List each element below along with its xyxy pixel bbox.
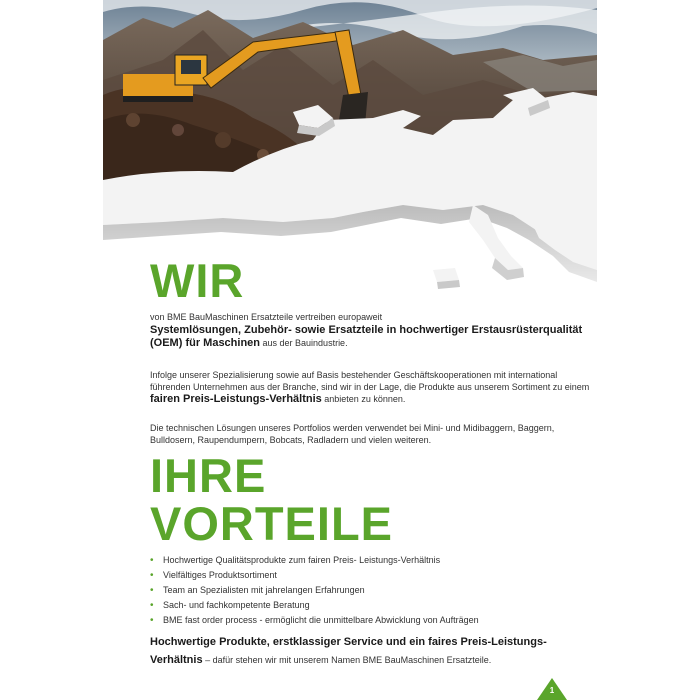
paragraph-specialization-strong: fairen Preis-Leistungs-Verhältnis (150, 393, 322, 405)
paragraph-specialization-start: Infolge unserer Spezialisierung sowie auf Basis bestehender Geschäftskooperationen mit international führenden Unternehmen aus der Branche, sind wir in der Lage, die Produkte aus unserem Sortiment zu einem (150, 370, 590, 392)
closing-strong: Hochwertige Produkte, erstklassiger Service und ein faires Preis-Leistungs-Verhältnis (150, 636, 547, 666)
vorteile-heading (150, 449, 394, 550)
intro-strong-main: Systemlösungen, Zubehör- sowie Ersatzteile in hochwertiger Erstausrüsterqualität (OEM) für Maschinen (150, 324, 583, 349)
paragraph-portfolio: Die technischen Lösungen unseres Portfolios werden verwendet bei Mini- und Midibaggern, Baggern, Bulldosern, Raupendumpern, Bobcats, Radladern und vielen weiteren. (150, 423, 555, 445)
closing-statement (150, 632, 590, 668)
list-item: • Vielfältiges Produktsortiment (150, 568, 590, 583)
vorteile-heading-line2: VORTEILE (150, 497, 394, 550)
intro-strong-tail: aus der Bauindustrie. (260, 338, 348, 348)
list-item: • BME fast order process - ermöglicht die unmittelbare Abwicklung von Aufträgen (150, 613, 590, 628)
intro-line: von BME BauMaschinen Ersatzteile vertreiben europaweit (150, 312, 383, 322)
page-number-badge (537, 678, 567, 700)
paragraph-specialization (150, 369, 590, 405)
page-number: 1 (549, 686, 555, 695)
closing-tail: – dafür stehen wir mit unserem Namen BME BauMaschinen Ersatzteile. (202, 655, 492, 665)
intro-strong-text (150, 324, 590, 350)
vorteile-heading-line1: IHRE (150, 449, 267, 502)
list-item: • Team an Spezialisten mit jahrelangen Erfahrungen (150, 583, 590, 598)
wir-heading: WIR (150, 254, 245, 307)
list-item: • Sach- und fachkompetente Beratung (150, 598, 590, 613)
list-item: • Hochwertige Qualitätsprodukte zum fairen Preis- Leistungs-Verhältnis (150, 553, 590, 568)
brochure-page (103, 0, 597, 700)
paragraph-specialization-end: anbieten zu können. (321, 394, 406, 404)
benefits-list (150, 553, 590, 628)
